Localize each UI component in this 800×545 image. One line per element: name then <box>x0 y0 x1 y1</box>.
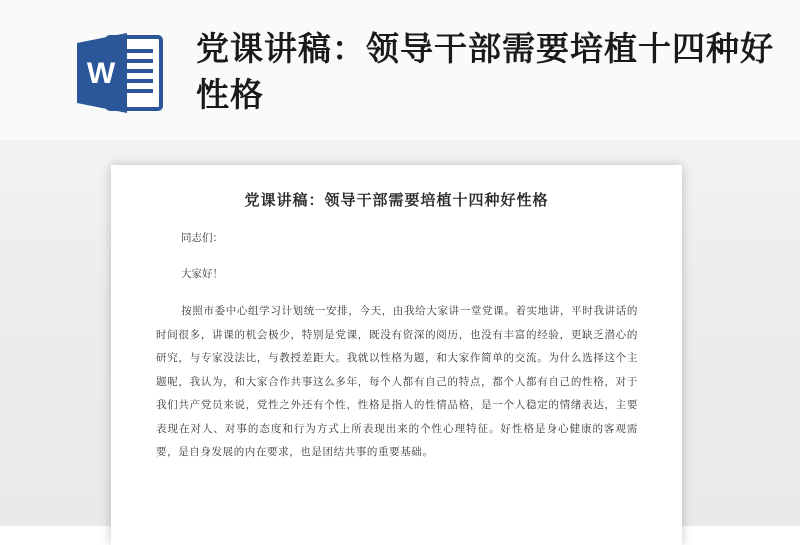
document-page <box>111 165 682 545</box>
word-icon-letter: W <box>86 57 116 90</box>
document-body: 按照市委中心组学习计划统一安排，今天，由我给大家讲一堂党课。着实地讲，平时我讲话的时间很多，讲课的机会极少，特别是党课，既没有资深的阅历，也没有丰富的经验，更缺乏潜心的研究，与专家没法比，与教授差距大。我就以性格为题，和大家作简单的交流。为什么选择这个主题呢，我认为，和大家合作共事这么多年，每个人都有自己的特点，都个人都有自己的性格，对于我们共产党员来说，党性之外还有个性，性格是指人的性情品格，是一个人稳定的情绪表达，主要表现在对人、对事的态度和行为方式上所表现出来的个性心理特征。好性格是身心健康的客观需要，是自身发展的内在要求，也是团结共事的重要基础。 <box>156 305 638 458</box>
document-greeting: 大家好！ <box>181 268 223 280</box>
page-title: 党课讲稿：领导干部需要培植十四种好性格 <box>196 29 774 114</box>
document-salutation: 同志们： <box>181 232 223 244</box>
document-title: 党课讲稿：领导干部需要培植十四种好性格 <box>244 191 549 209</box>
word-document-icon <box>77 33 165 113</box>
